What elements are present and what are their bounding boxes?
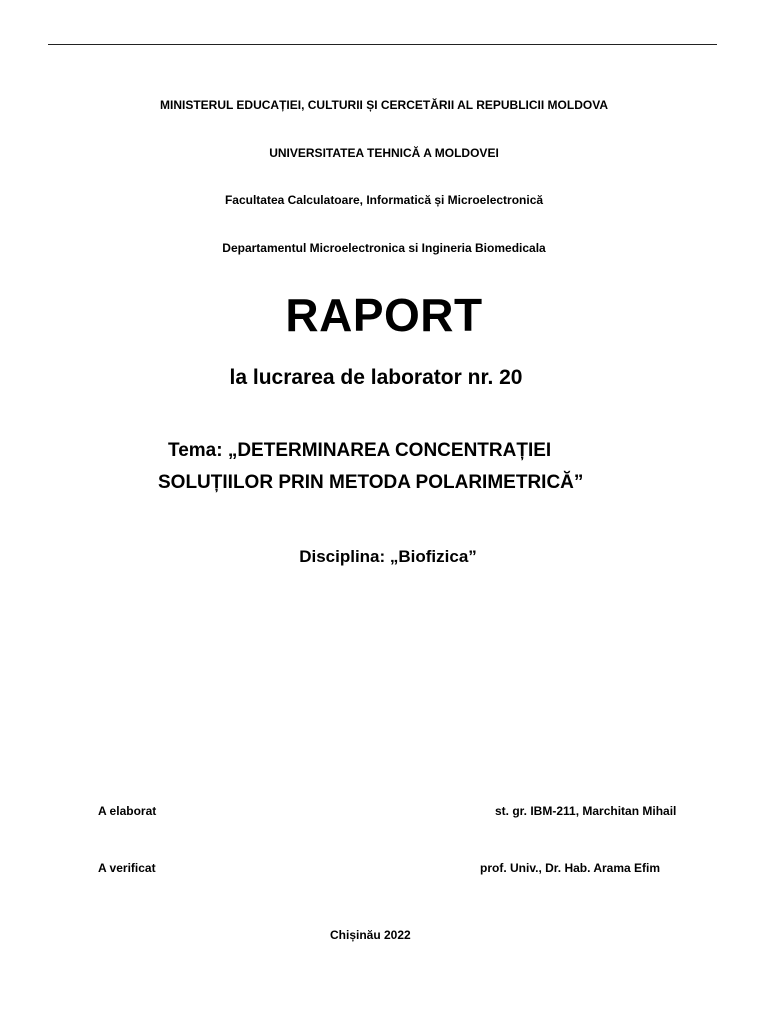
verified-by: prof. Univ., Dr. Hab. Arama Efim bbox=[480, 861, 661, 875]
university-name: UNIVERSITATEA TEHNICĂ A MOLDOVEI bbox=[269, 146, 499, 160]
topic-line-1: Tema: „DETERMINAREA CONCENTRAȚIEI bbox=[168, 440, 552, 461]
report-subtitle: la lucrarea de laborator nr. 20 bbox=[229, 366, 523, 389]
elaborated-label: A elaborat bbox=[98, 804, 157, 818]
faculty-name: Facultatea Calculatoare, Informatică și Microelectronică bbox=[224, 193, 544, 207]
elaborated-author: st. gr. IBM-211, Marchitan Mihail bbox=[495, 804, 677, 818]
ministry-name: MINISTERUL EDUCAȚIEI, CULTURII ȘI CERCETĂRII AL REPUBLICII MOLDOVA bbox=[159, 98, 608, 112]
verified-label: A verificat bbox=[98, 861, 156, 875]
department-name: Departamentul Microelectronica si Ingineria Biomedicala bbox=[222, 241, 546, 255]
discipline: Disciplina: „Biofizica” bbox=[299, 547, 477, 566]
topic-line-2: SOLUȚIILOR PRIN METODA POLARIMETRICĂ” bbox=[158, 472, 584, 493]
place-and-year: Chișinău 2022 bbox=[330, 928, 411, 942]
top-divider bbox=[48, 44, 717, 45]
report-title: RAPORT bbox=[285, 289, 483, 341]
